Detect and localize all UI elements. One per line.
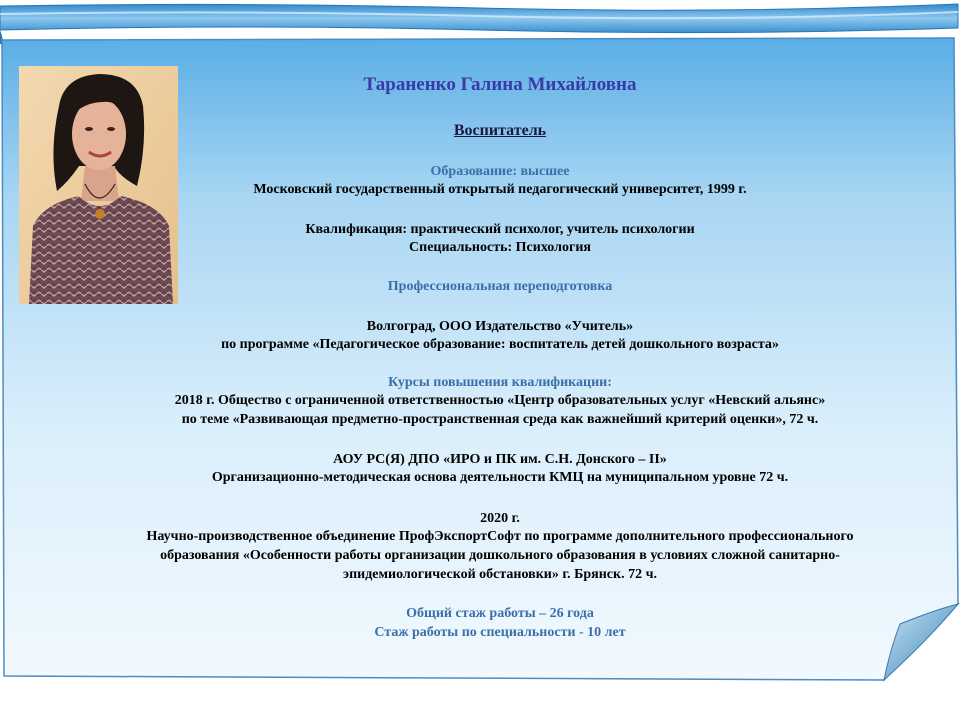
retraining-program: по программе «Педагогическое образование: воспитатель детей дошкольного возраста» bbox=[221, 337, 779, 352]
experience-total: Общий стаж работы – 26 года bbox=[406, 606, 594, 621]
retraining-place: Волгоград, ООО Издательство «Учитель» bbox=[366, 319, 634, 334]
specialty-line: Специальность: Психология bbox=[409, 240, 591, 255]
course3-line1: Научно-производственное объединение ПрофЭкспортСофт по программе дополнительного профессионального bbox=[146, 529, 854, 544]
course3-line2: образования «Особенности работы организации дошкольного образования в условиях сложной санитарно- bbox=[160, 548, 840, 563]
courses-heading: Курсы повышения квалификации: bbox=[388, 375, 612, 390]
course3-year: 2020 г. bbox=[480, 511, 520, 526]
person-name: Тараненко Галина Михайловна bbox=[363, 74, 637, 95]
retraining-heading: Профессиональная переподготовка bbox=[387, 279, 613, 294]
position-title: Воспитатель bbox=[453, 122, 547, 139]
course3-line3: эпидемиологической обстановки» г. Брянск. 72 ч. bbox=[343, 567, 657, 582]
course1-line2: по теме «Развивающая предметно-пространственная среда как важнейший критерий оценки», 72 ч. bbox=[181, 412, 819, 427]
education-institution: Московский государственный открытый педагогический университет, 1999 г. bbox=[253, 182, 747, 197]
qualification-line: Квалификация: практический психолог, учитель психологии bbox=[305, 222, 695, 237]
course1-line1: 2018 г. Общество с ограниченной ответственностью «Центр образовательных услуг «Невский альянс» bbox=[174, 393, 826, 408]
course2-line1: АОУ РС(Я) ДПО «ИРО и ПК им. С.Н. Донского – II» bbox=[333, 452, 667, 467]
education-heading: Образование: высшее bbox=[430, 164, 570, 179]
experience-specialty: Стаж работы по специальности - 10 лет bbox=[374, 625, 626, 640]
course2-line2: Организационно-методическая основа деятельности КМЦ на муниципальном уровне 72 ч. bbox=[211, 470, 789, 485]
